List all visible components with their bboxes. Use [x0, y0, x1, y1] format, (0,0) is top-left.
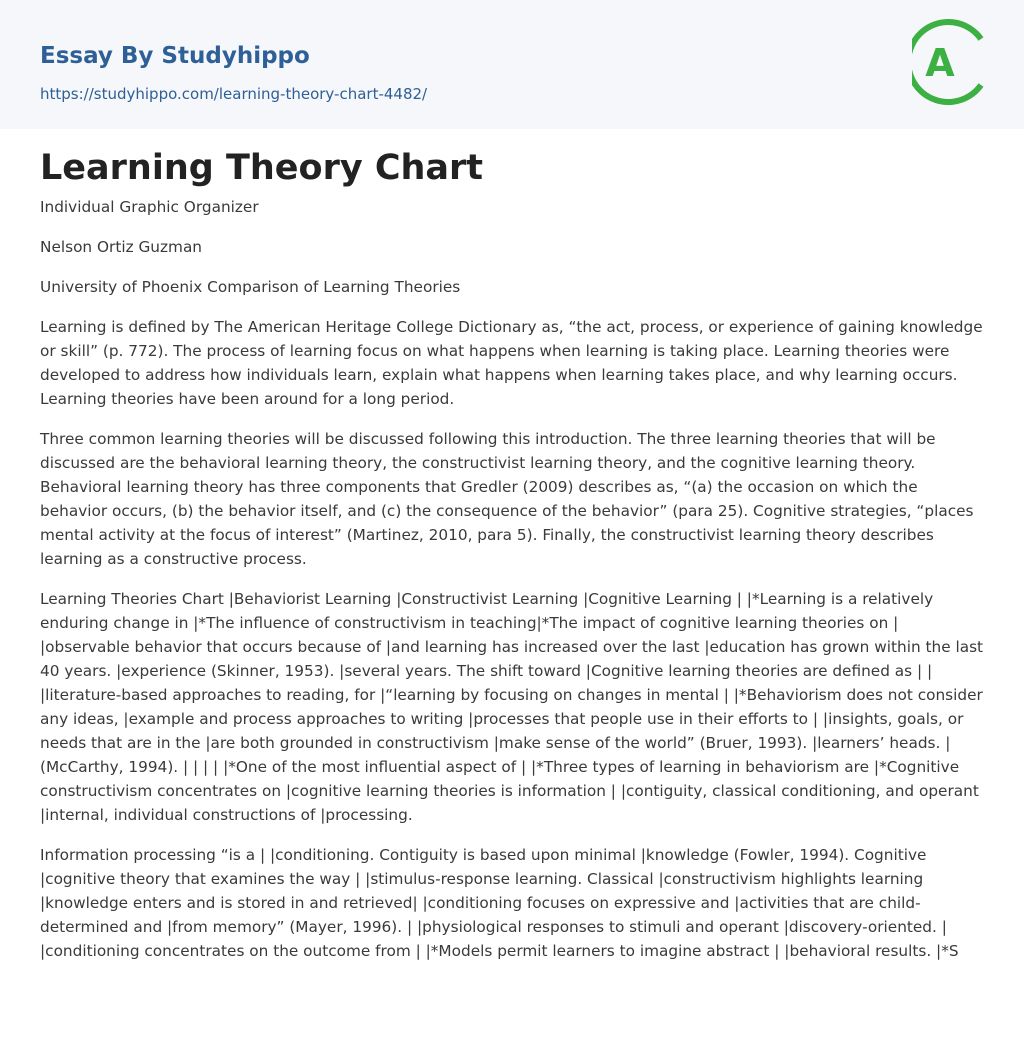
page-title: Learning Theory Chart — [40, 148, 484, 188]
chart-text-paragraph: Learning Theories Chart |Behaviorist Learning |Constructivist Learning |Cognitive Learning | |*Learning is a relatively enduring change in |*The influence of constructivism in teaching|*The impact of cognitive learning theories on | |observable behavior that occurs because of |and learning has increased over the last |education has grown within the last 40 years. |experience (Skinner, 1953). |several years. The shift toward |Cognitive learning theories are defined as | | |literature-based approaches to reading, for |“learning by focusing on changes in mental | |*Behaviorism does not consider any ideas, |example and process approaches to writing |processes that people use in their efforts to | |insights, goals, or needs that are in the |are both grounded in constructivism |make sense of the world” (Bruer, 1993). |learners’ heads. |(McCarthy, 1994). | | | | |*One of the most influential aspect of | |*Three types of learning in behaviorism are |*Cognitive constructivism concentrates on |cognitive learning theories is information | |contiguity, classical conditioning, and operant |internal, individual constructions of |processing. — [40, 590, 984, 824]
institution-line: University of Phoenix Comparison of Learning Theories — [40, 278, 461, 296]
studyhippo-logo-icon[interactable] — [912, 19, 986, 105]
logo-letter: A — [925, 41, 955, 85]
author-name: Nelson Ortiz Guzman — [40, 238, 203, 256]
subtitle-organizer: Individual Graphic Organizer — [40, 198, 259, 216]
intro-paragraph: Learning is defined by The American Heritage College Dictionary as, “the act, process, or experience of gaining knowledge or skill” (p. 772). The process of learning focus on what happens when learning is taking place. Learning theories were developed to address how individuals learn, explain what happens when learning takes place, and why learning occurs. Learning theories have been around for a long period. — [40, 318, 983, 408]
article-content — [40, 129, 984, 979]
source-url-link[interactable]: https://studyhippo.com/learning-theory-chart-4482/ — [40, 85, 428, 103]
brand-title: Essay By Studyhippo — [40, 43, 310, 69]
site-header — [0, 0, 1024, 129]
theories-paragraph: Three common learning theories will be discussed following this introduction. The three learning theories that will be discussed are the behavioral learning theory, the constructivist learning theory, and the cognitive learning theory. Behavioral learning theory has three components that Gredler (2009) describes as, “(a) the occasion on which the behavior occurs, (b) the behavior itself, and (c) the consequence of the behavior” (para 25). Cognitive strategies, “places mental activity at the focus of interest” (Martinez, 2010, para 5). Finally, the constructivist learning theory describes learning as a constructive process. — [40, 430, 974, 568]
information-processing-paragraph: Information processing “is a | |conditioning. Contiguity is based upon minimal |knowledge (Fowler, 1994). Cognitive |cognitive theory that examines the way | |stimulus-response learning. Classical |constructivism highlights learning |knowledge enters and is stored in and retrieved| |conditioning focuses on expressive and |activities that are child-determined and |from memory” (Mayer, 1996). | |physiological responses to stimuli and operant |discovery-oriented. | |conditioning concentrates on the outcome from | |*Models permit learners to imagine abstract | |behavioral results. |*S — [40, 846, 959, 960]
